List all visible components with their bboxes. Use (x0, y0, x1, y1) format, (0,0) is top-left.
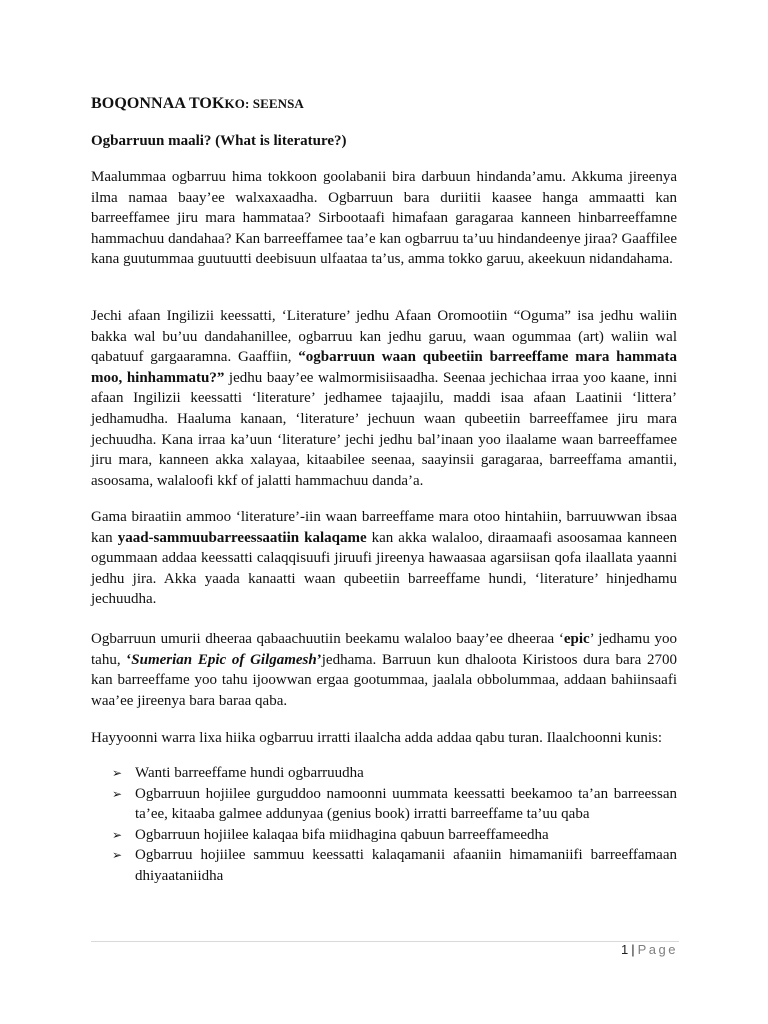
arrow-bullet-icon: ➢ (112, 766, 123, 780)
paragraph-2: Jechi afaan Ingilizii keessatti, ‘Literature’ jedhu Afaan Oromootiin “Oguma” isa jedhu waliin bakka wal bu’uu dandahanillee, ogbarruu kan jedhu garuu, waan ogummaa (art) waliin wal qabatuuf gargaaramna. Gaaffiin, “ogbarruun waan qubeetiin barreeffame mara hammata moo, hinhammatu?” jedhu baay’ee walmormisiisaadha. Seenaa jechichaa irraa yoo kaane, inni afaan Ingilizii keessatti ‘literature’ jedhamee tajaajilu, maddi isaa afaan Laatinii ‘littera’ jedhamudha. Haaluma kanaan, ‘literature’ jechuun waan qubeetiin barreeffamee jiru mara jechuudha. Kana irraa ka’uun ‘literature’ jechi jedhu bal’inaan yoo ilaalame waan barreeffamee jiru mara, kanneen akka xalayaa, kitaabilee seenaa, saayinsii garagaraa, barreeffama amantii, asoosama, walaloofi kkf of jalatti hammachuu danda’a. (91, 308, 678, 489)
page-footer (621, 942, 678, 957)
section-subheading: Ogbarruun maali? (What is literature?) (91, 133, 347, 149)
arrow-bullet-icon: ➢ (112, 848, 123, 863)
epic-term: epic (563, 631, 590, 647)
chapter-heading-suffix: KO: SEENSA (224, 96, 304, 111)
footer-divider (91, 941, 679, 942)
page-label: Page (637, 942, 678, 957)
paragraph-4: Ogbarruun umurii dheeraa qabaachuutiin beekamu walaloo baay’ee dheeraa ‘epic’ jedhamu yoo tahu, ‘Sumerian Epic of Gilgamesh’jedhama. Barruun kun dhaloota Kiristoos dura bara 2700 kan barreeffame yoo tahu ijoowwan ergaa gootummaa, jaalala obbolummaa, addaan bahiinsaafi waa’ee jireenya bara baraa qaba. (91, 631, 677, 709)
arrow-bullet-icon: ➢ (112, 786, 123, 801)
definition-list (91, 763, 677, 887)
gilgamesh-title: Sumerian Epic of Gilgamesh (131, 651, 317, 668)
footer-separator: | (631, 942, 635, 957)
bold-question: “ogbarruun waan qubeetiin barreeffame mara hammata moo, hinhammatu?” (91, 349, 678, 386)
list-item: ➢ Ogbarruu hojiilee sammuu keessatti kalaqamanii afaaniin himamaniifi barreeffamaan dhiyaataniidha (112, 847, 677, 884)
paragraph-5: Hayyoonni warra lixa hiika ogbarruu irratti ilaalcha adda addaa qabu turan. Ilaalchoonni kunis: (91, 730, 663, 746)
page-number: 1 (621, 942, 629, 957)
list-item: ➢ Wanti barreeffame hundi ogbarruudha (91, 763, 677, 784)
list-item: ➢ Ogbarruun hojiilee gurguddoo namoonni uummata keessatti beekamoo ta’an barreessan ta’ee, kitaaba galmee addunyaa (genius book) irratti barreeffame ta’uu qaba (112, 785, 677, 823)
paragraph-3: Gama biraatiin ammoo ‘literature’-iin waan barreeffame mara otoo hintahiin, barruuwwan ibsaa kan yaad-sammuubarreessaatiin kalaqame kan akka walaloo, diraamaafi asoosamaa kanneen ogummaan addaa keessatti calaqqisuufi jiruufi jireenya hawaasaa agarsiisan qofa ilaallata yaanni jedhu jira. Akka yaada kanaatti waan qubeetiin barreeffame hundi, ‘literature’ hinjedhamu jechuudha. (91, 509, 677, 608)
bold-term: yaad-sammuubarreessaatiin kalaqame (117, 529, 367, 546)
list-item: ➢ Ogbarruun hojiilee kalaqaa bifa miidhagina qabuun barreeffameedha (91, 825, 677, 846)
arrow-bullet-icon: ➢ (112, 827, 123, 842)
paragraph-1: Maalummaa ogbarruu hima tokkoon goolabanii bira darbuun hindanda’amu. Akkuma jireenya ilma namaa baay’ee walxaxaadha. Ogbarruun bara duriitii kaasee hanga ammaatti kan barreeffamee jiru mara hammataa? Sirbootaafi himafaan garagaraa kanneen hinbarreeffamne hammachuu dandahaa? Kan barreeffamee taa’e kan ogbarruu ta’uu hindandeenye jiraa? Gaaffilee kana guutummaa guutuutti deebisuun ulfaataa ta’us, amma tokko garuu, akeekuun nidandahama. (91, 169, 677, 268)
chapter-heading: BOQONNAA TOKKO: SEENSA (91, 95, 304, 112)
